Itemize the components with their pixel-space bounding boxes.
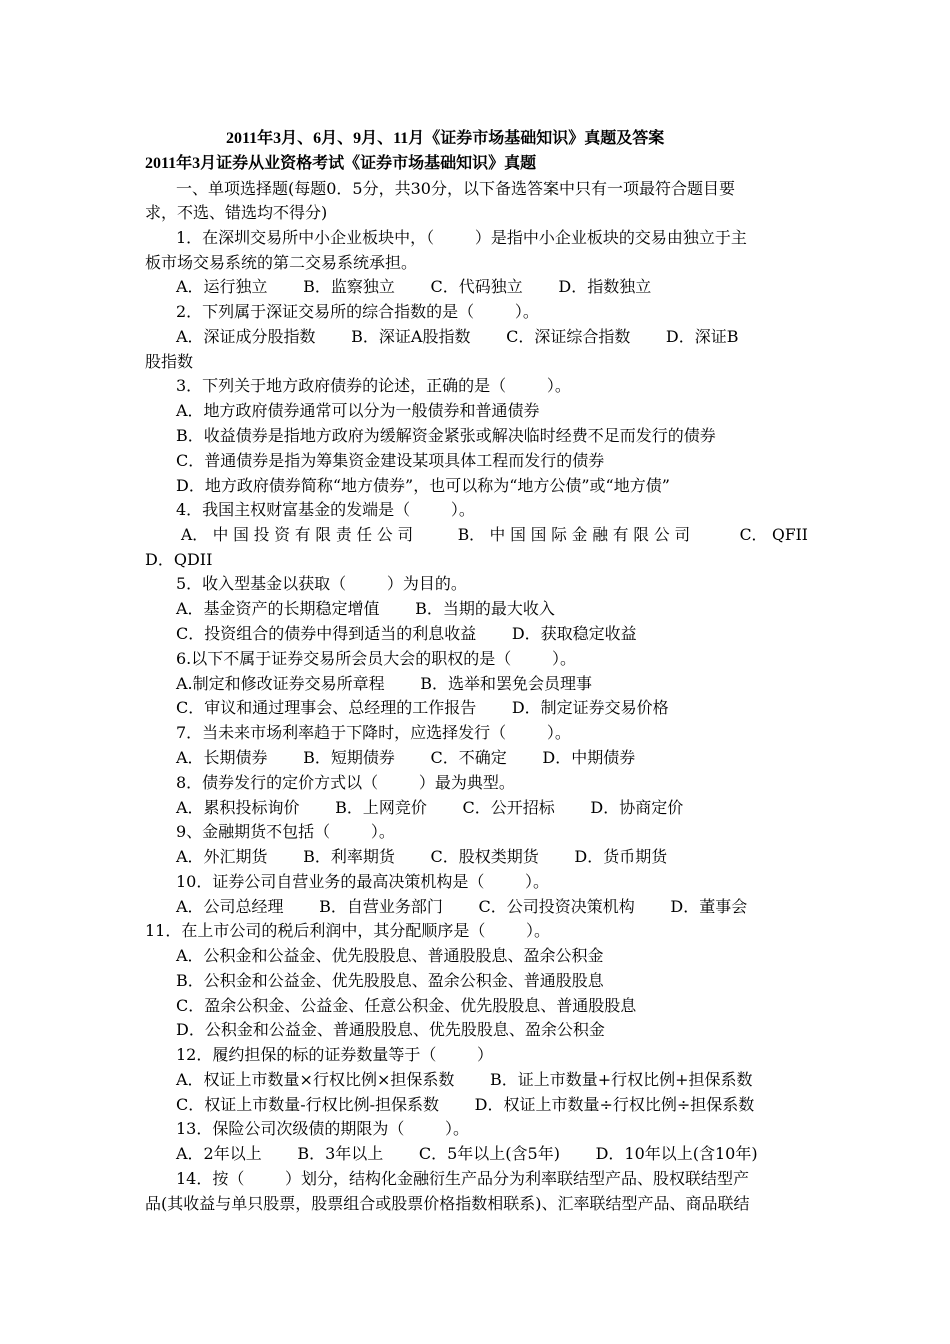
text-line: 10．证券公司自营业务的最高决策机构是（ ）。 (176, 872, 550, 891)
document-title: 2011年3月、6月、9月、11月《证券市场基础知识》真题及答案 (226, 130, 665, 147)
text-line: A．公积金和公益金、优先股股息、普通股股息、盈余公积金 (176, 946, 604, 965)
text-line: A． 中 国 投 资 有 限 责 任 公 司 B． 中 国 国 际 金 融 有 限 公 司 C． QFII (176, 525, 808, 544)
text-line: A．深证成分股指数 B．深证A股指数 C．深证综合指数 D．深证B (176, 327, 739, 346)
text-line: 12．履约担保的标的证券数量等于（ ） (176, 1045, 494, 1064)
text-line: D．地方政府债券简称“地方债券”，也可以称为“地方公债”或“地方债” (176, 476, 670, 495)
text-line: B．公积金和公益金、优先股股息、盈余公积金、普通股股息 (176, 971, 604, 990)
text-line: 1．在深圳交易所中小企业板块中，（ ）是指中小企业板块的交易由独立于主 (176, 228, 747, 247)
text-line: 股指数 (145, 352, 194, 371)
text-line: 14．按（ ）划分，结构化金融衍生产品分为利率联结型产品、股权联结型产 (176, 1169, 750, 1188)
text-line: A．运行独立 B．监察独立 C．代码独立 D．指数独立 (176, 277, 652, 296)
text-line: 5．收入型基金以获取（ ）为目的。 (176, 574, 467, 593)
text-line: C．盈余公积金、公益金、任意公积金、优先股股息、普通股股息 (176, 996, 637, 1015)
text-line: 3．下列关于地方政府债券的论述，正确的是（ ）。 (176, 376, 571, 395)
text-line: A．外汇期货 B．利率期货 C．股权类期货 D．货币期货 (176, 847, 668, 866)
text-line: A．基金资产的长期稳定增值 B．当期的最大收入 (176, 599, 555, 618)
text-line: 6.以下不属于证券交易所会员大会的职权的是（ ）。 (176, 649, 576, 668)
text-line: B．收益债券是指地方政府为缓解资金紧张或解决临时经费不足而发行的债券 (176, 426, 716, 445)
text-line: 7．当未来市场利率趋于下降时，应选择发行（ ）。 (176, 723, 571, 742)
text-line: D．QDII (145, 550, 213, 569)
text-line: A．权证上市数量×行权比例×担保系数 B．证上市数量+行权比例+担保系数 (176, 1070, 753, 1089)
text-line: 求，不选、错选均不得分) (145, 203, 328, 222)
text-line: A．地方政府债券通常可以分为一般债券和普通债券 (176, 401, 540, 420)
text-line: 8．债券发行的定价方式以（ ）最为典型。 (176, 773, 515, 792)
text-line: 品(其收益与单只股票，股票组合或股票价格指数相联系)、汇率联结型产品、商品联结 (145, 1194, 750, 1213)
text-line: 13．保险公司次级债的期限为（ ）。 (176, 1119, 470, 1138)
text-line: A．2年以上 B．3年以上 C．5年以上(含5年) D．10年以上(含10年) (176, 1144, 758, 1163)
document-subtitle: 2011年3月证券从业资格考试《证券市场基础知识》真题 (145, 155, 537, 172)
text-line: A．长期债券 B．短期债券 C．不确定 D．中期债券 (176, 748, 636, 767)
text-line: C．普通债券是指为筹集资金建设某项具体工程而发行的债券 (176, 451, 605, 470)
text-line: A．公司总经理 B．自营业务部门 C．公司投资决策机构 D．董事会 (176, 897, 748, 916)
text-line: C．权证上市数量-行权比例-担保系数 D．权证上市数量÷行权比例÷担保系数 (176, 1095, 755, 1114)
text-line: C．审议和通过理事会、总经理的工作报告 D．制定证券交易价格 (176, 698, 669, 717)
text-line: 2．下列属于深证交易所的综合指数的是（ ）。 (176, 302, 539, 321)
text-line: 9、金融期货不包括（ ）。 (176, 822, 395, 841)
text-line: A.制定和修改证券交易所章程 B．选举和罢免会员理事 (176, 674, 593, 693)
text-line: D．公积金和公益金、普通股股息、优先股股息、盈余公积金 (176, 1020, 605, 1039)
text-line: C．投资组合的债券中得到适当的利息收益 D．获取稳定收益 (176, 624, 637, 643)
text-line: 一、单项选择题(每题0．5分，共30分，以下备选答案中只有一项最符合题目要 (176, 179, 735, 198)
text-line: 板市场交易系统的第二交易系统承担。 (145, 253, 418, 272)
text-line: 4．我国主权财富基金的发端是（ ）。 (176, 500, 475, 519)
text-line: 11．在上市公司的税后利润中，其分配顺序是（ ）。 (145, 921, 551, 940)
text-line: A．累积投标询价 B．上网竞价 C．公开招标 D．协商定价 (176, 798, 684, 817)
